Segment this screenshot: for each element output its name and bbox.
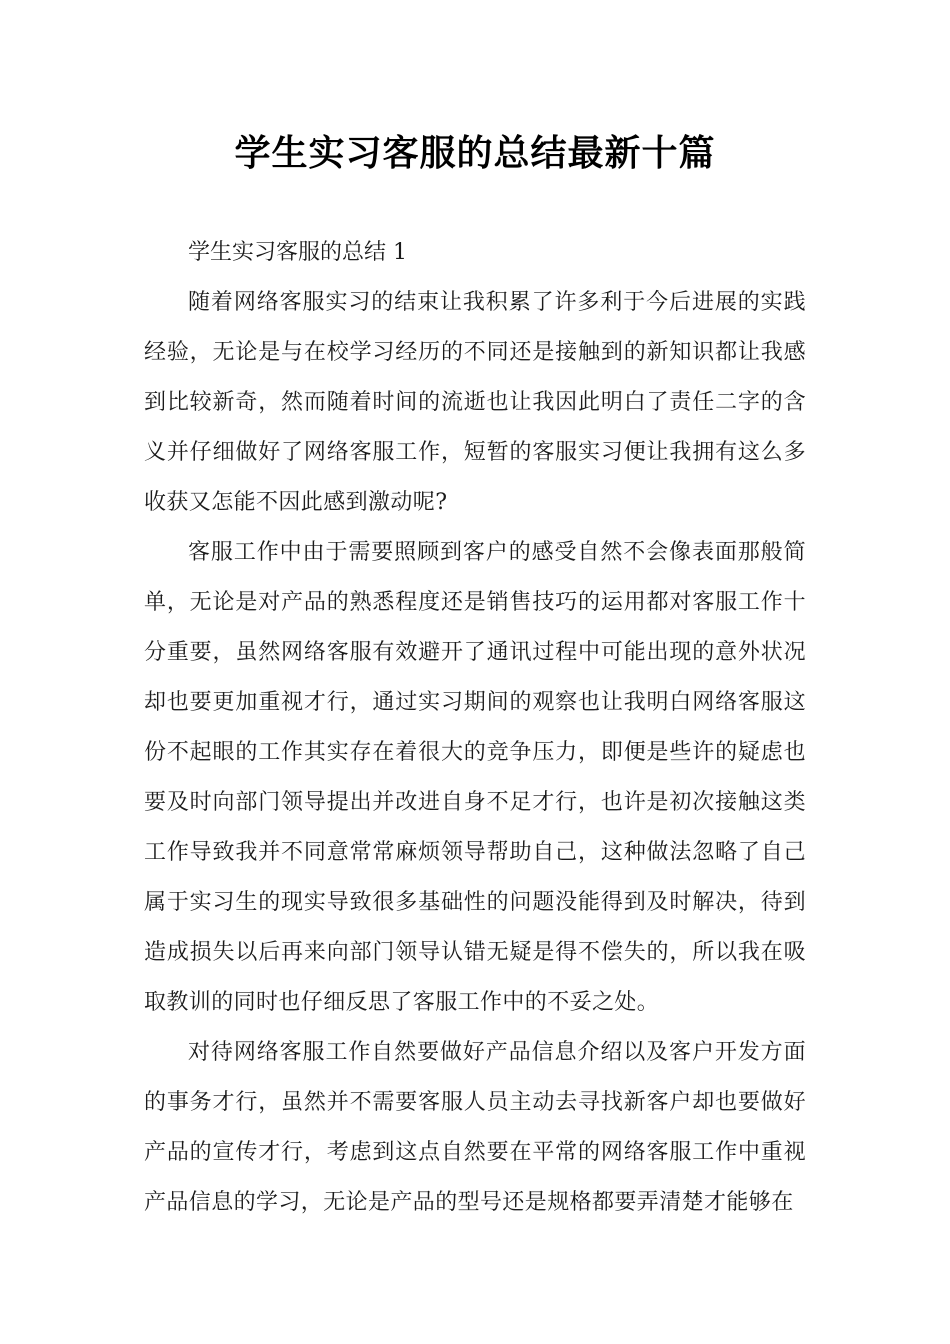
paragraph-2: 客服工作中由于需要照顾到客户的感受自然不会像表面那般简单，无论是对产品的熟悉程度还是销售技巧的运用都对客服工作十分重要，虽然网络客服有效避开了通讯过程中可能出现的意外状况却也要更加重视才行，通过实习期间的观察也让我明白网络客服这份不起眼的工作其实存在着很大的竞争压力，即便是些许的疑虑也要及时向部门领导提出并改进自身不足才行，也许是初次接触这类工作导致我并不同意常常麻烦领导帮助自己，这种做法忽略了自己属于实习生的现实导致很多基础性的问题没能得到及时解决，待到造成损失以后再来向部门领导认错无疑是得不偿失的，所以我在吸取教训的同时也仔细反思了客服工作中的不妥之处。: [144, 540, 806, 1015]
document-title: 学生实习客服的总结最新十篇: [234, 133, 716, 174]
paragraph-1: 随着网络客服实习的结束让我积累了许多利于今后进展的实践经验，无论是与在校学习经历的不同还是接触到的新知识都让我感到比较新奇，然而随着时间的流逝也让我因此明白了责任二字的含义并仔细做好了网络客服工作，短暂的客服实习便让我拥有这么多收获又怎能不因此感到激动呢?: [144, 290, 806, 515]
paragraph-3: 对待网络客服工作自然要做好产品信息介绍以及客户开发方面的事务才行，虽然并不需要客服人员主动去寻找新客户却也要做好产品的宣传才行，考虑到这点自然要在平常的网络客服工作中重视产品信息的学习，无论是产品的型号还是规格都要弄清楚才能够在: [144, 1040, 806, 1215]
document-body: [144, 228, 806, 1228]
section-heading: 学生实习客服的总结 1: [188, 240, 407, 265]
